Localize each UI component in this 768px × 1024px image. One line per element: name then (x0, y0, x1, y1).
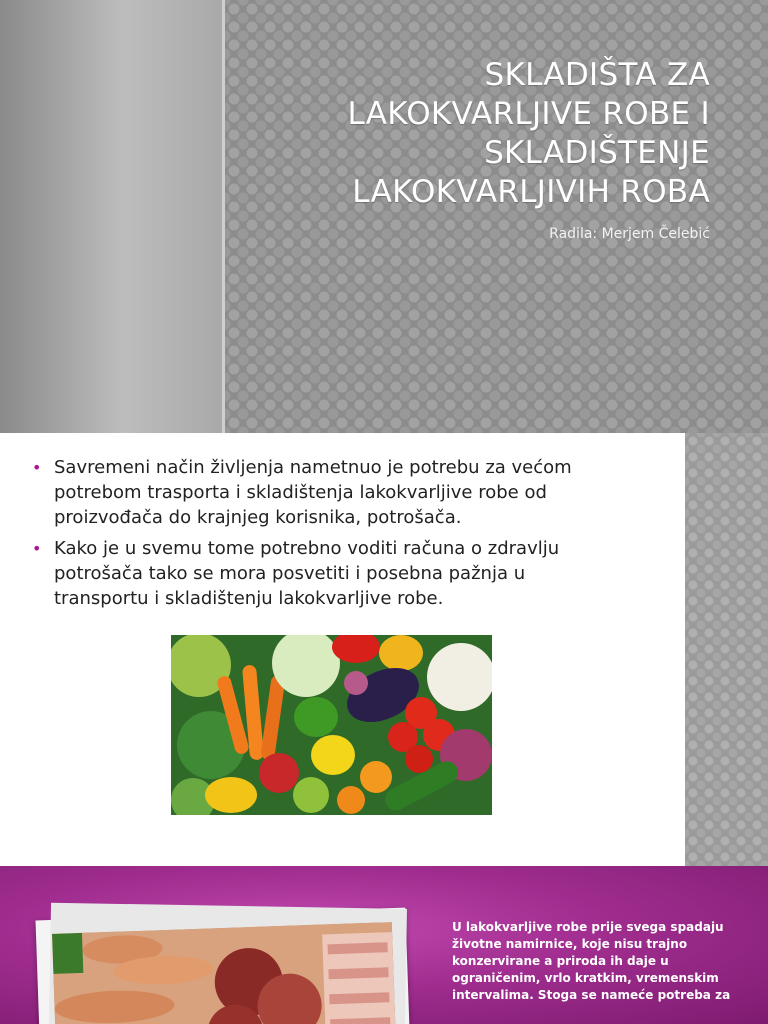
bullet-item (30, 455, 590, 530)
slide-side-pattern (685, 433, 768, 866)
slide-text: U lakokvarljive robe prije svega spadaju životne namirnice, koje nisu trajno konzervirane a priroda ih daje u ograničenim, vrlo kratkim, vremenskim intervalima. Stoga se nameće potreba za (452, 920, 731, 1002)
bullet-item (30, 536, 590, 611)
author-subtitle: Radila: Merjem Čelebić (549, 226, 710, 242)
meat-products-photo (52, 922, 396, 1024)
bullet-text: Savremeni način življenja nametnuo je potrebu za većom potrebom trasporta i skladištenja lakokvarljive robe od proizvođača do krajnjeg korisnika, potrošača. (54, 457, 572, 528)
vegetables-photo (171, 635, 492, 815)
bullet-icon: • (32, 539, 42, 558)
bullet-list (30, 455, 590, 617)
presentation-title: SKLADIŠTA ZA LAKOKVARLJIVE ROBE I SKLADIŠTENJE LAKOKVARLJIVIH ROBA (347, 57, 710, 210)
meat-slide (0, 866, 768, 1024)
meat-photo-frame (35, 908, 410, 1024)
bullet-text: Kako je u svemu tome potrebno voditi računa o zdravlju potrošača tako se mora posvetiti i posebna pažnja u transportu i skladištenju lakokvarljive robe. (54, 538, 560, 609)
title-slide (0, 0, 768, 433)
slide-left-band (0, 0, 222, 433)
bullet-icon: • (32, 458, 42, 477)
content-slide (0, 433, 768, 866)
